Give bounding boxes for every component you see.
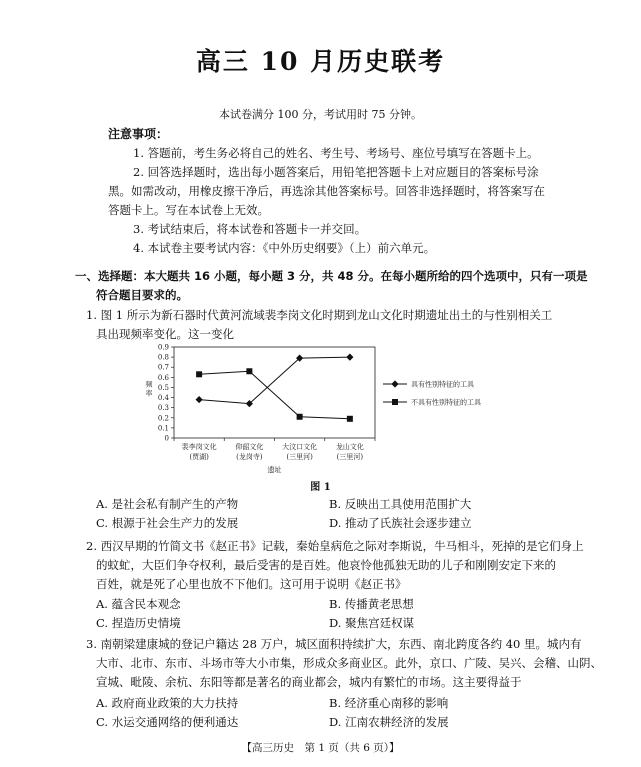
y-tick-label: 0.7 — [157, 363, 169, 372]
option-a[interactable]: A. 是社会私有制产生的产物 — [96, 497, 239, 511]
figure-caption: 图 1 — [310, 482, 331, 493]
x-tick-label: (贾湖) — [189, 453, 209, 461]
section-heading: 一、选择题：本大题共 16 小题，每小题 3 分，共 48 分。在每小题所给的四个选项中，只有一项是 — [75, 269, 588, 283]
legend-marker — [392, 399, 398, 405]
frequency-line-chart — [140, 337, 540, 477]
y-tick-label: 0.9 — [157, 343, 169, 352]
data-point — [347, 416, 353, 422]
option-c[interactable]: C. 根源于社会生产力的发展 — [96, 516, 239, 530]
notice-heading: 注意事项： — [108, 127, 169, 141]
y-tick-label: 0.1 — [157, 424, 169, 433]
option-b[interactable]: B. 经济重心南移的影响 — [329, 696, 449, 710]
legend-label: 不具有性别特征的工具 — [411, 398, 481, 407]
option-d[interactable]: D. 江南农耕经济的发展 — [329, 715, 449, 729]
data-point — [346, 354, 353, 361]
legend-marker — [391, 380, 398, 387]
question-stem: 的蚊虻，大臣们争夺权利，最后受害的是百姓。他哀怜他孤独无助的儿子和刚刚安定下来的 — [96, 558, 556, 572]
x-tick-label: 龙山文化 — [335, 443, 364, 451]
option-a[interactable]: A. 蕴含民本观念 — [96, 597, 181, 611]
question-stem: 宣城、毗陵、余杭、东阳等都是著名的商业都会，城内有繁忙的市场。这主要得益于 — [96, 675, 522, 689]
option-c[interactable]: C. 水运交通网络的便利通达 — [96, 715, 239, 729]
x-axis-label: 遗址 — [267, 466, 282, 474]
x-tick-label: (龙岗寺) — [236, 453, 263, 461]
notice-line: 1. 答题前，考生务必将自己的姓名、考生号、考场号、座位号填写在答题卡上。 — [133, 146, 539, 160]
notice-line: 4. 本试卷主要考试内容：《中外历史纲要》（上）前六单元。 — [133, 241, 436, 255]
notice-line: 3. 考试结束后，将本试卷和答题卡一并交回。 — [133, 222, 367, 236]
page-footer: 【高三历史 第 1 页（共 6 页）】 — [241, 742, 400, 754]
question-stem: 百姓，就是死了心里也放不下他们。这可用于说明《赵正书》 — [96, 577, 407, 591]
notice-line: 答题卡上。写在本试卷上无效。 — [108, 203, 269, 217]
y-tick-label: 0.5 — [157, 383, 169, 392]
question-stem: 3. 南朝梁建康城的登记户籍达 28 万户，城区面积持续扩大，东西、南北跨度各约 40 里。城内有 — [86, 637, 582, 651]
question-stem: 大市、北市、东市、斗场市等大小市集，形成众多商业区。此外，京口、广陵、吴兴、会稽、山阴、 — [96, 656, 602, 670]
question-stem: 2. 西汉早期的竹简文书《赵正书》记载，秦始皇病危之际对李斯说，牛马相斗，死掉的是它们身上 — [86, 539, 584, 553]
x-tick-label: (三里河) — [286, 453, 313, 461]
y-tick-label: 0.2 — [157, 414, 169, 423]
y-axis-label: 频率 — [145, 380, 153, 398]
exam-info: 本试卷满分 100 分，考试用时 75 分钟。 — [219, 108, 422, 121]
question-stem: 1. 图 1 所示为新石器时代黄河流域裴李岗文化时期到龙山文化时期遗址出土的与性别相关工 — [86, 308, 553, 322]
option-c[interactable]: C. 捏造历史情境 — [96, 616, 181, 630]
y-tick-label: 0.6 — [157, 373, 169, 382]
series-line — [199, 371, 350, 419]
question-stem: 具出现频率变化。这一变化 — [96, 327, 234, 341]
page-title: 高三 10 月历史联考 — [195, 47, 446, 76]
data-point — [196, 371, 202, 377]
option-b[interactable]: B. 反映出工具使用范围扩大 — [329, 497, 472, 511]
option-d[interactable]: D. 聚焦宫廷权谋 — [329, 616, 415, 630]
notice-line: 黑。如需改动，用橡皮擦干净后，再选涂其他答案标号。回答非选择题时，将答案写在 — [108, 184, 545, 198]
data-point — [246, 368, 252, 374]
x-tick-label: 裴李岗文化 — [181, 443, 217, 451]
x-tick-label: 大汶口文化 — [282, 443, 318, 451]
plot-area — [174, 347, 375, 438]
data-point — [196, 396, 203, 403]
option-b[interactable]: B. 传播黄老思想 — [329, 597, 414, 611]
figure-1 — [140, 337, 540, 477]
option-d[interactable]: D. 推动了氏族社会逐步建立 — [329, 516, 472, 530]
series-line — [199, 357, 350, 404]
section-heading-cont: 符合题目要求的。 — [96, 288, 188, 302]
y-tick-label: 0.4 — [157, 394, 169, 403]
option-a[interactable]: A. 政府商业政策的大力扶持 — [96, 696, 239, 710]
legend-label: 具有性别特征的工具 — [411, 380, 474, 389]
y-tick-label: 0.3 — [157, 404, 169, 413]
notice-line: 2. 回答选择题时，选出每小题答案后，用铅笔把答题卡上对应题目的答案标号涂 — [133, 165, 539, 179]
x-tick-label: (三里河) — [336, 453, 364, 461]
data-point — [297, 414, 303, 420]
y-tick-label: 0.8 — [157, 353, 169, 362]
x-tick-label: 仰韶文化 — [235, 443, 264, 451]
y-tick-label: 0 — [164, 434, 169, 443]
